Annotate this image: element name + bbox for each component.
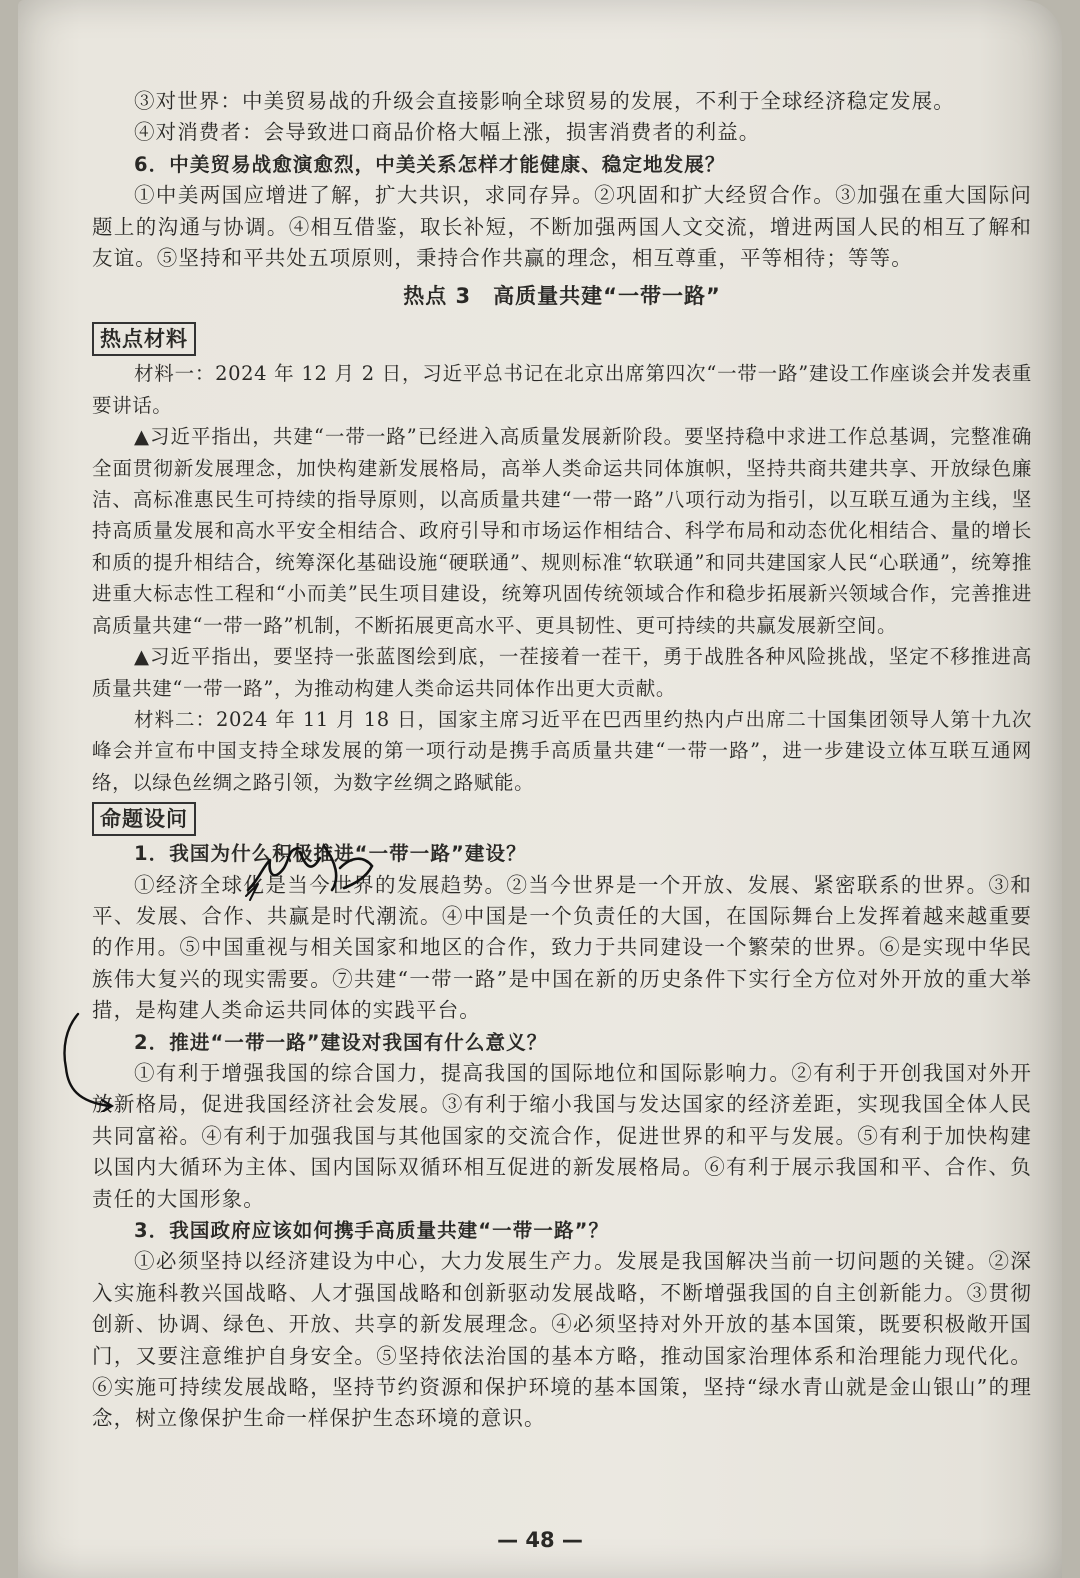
page-content	[92, 86, 1032, 1435]
top-item-3: ③对世界：中美贸易战的升级会直接影响全球贸易的发展，不利于全球经济稳定发展。	[134, 89, 955, 113]
answer-3: ①必须坚持以经济建设为中心，大力发展生产力。发展是我国解决当前一切问题的关键。②深入实施科教兴国战略、人才强国战略和创新驱动发展战略，不断增强我国的自主创新能力。③贯彻创新、协调、绿色、开放、共享的新发展理念。④必须坚持对外开放的基本国策，既要积极敞开国门，又要注意维护自身安全。⑤坚持依法治国的基本方略，推动国家治理体系和治理能力现代化。⑥实施可持续发展战略，坚持节约资源和保护环境的基本国策，坚持“绿水青山就是金山银山”的理念，树立像保护生命一样保护生态环境的意识。	[92, 1249, 1032, 1431]
handwriting-scribble	[240, 838, 390, 908]
handwriting-bracket	[58, 1008, 118, 1112]
question-6: 6．中美贸易战愈演愈烈，中美关系怎样才能健康、稳定地发展？	[134, 152, 726, 176]
hot-material-label: 热点材料	[92, 322, 196, 356]
question-3: 3．我国政府应该如何携手高质量共建“一带一路”？	[134, 1219, 610, 1242]
answer-2: ①有利于增强我国的综合国力，提高我国的国际地位和国际影响力。②有利于开创我国对外开放新格局，促进我国经济社会发展。③有利于缩小我国与发达国家的经济差距，实现我国全体人民共同富裕。④有利于加强我国与其他国家的交流合作，促进世界的和平与发展。⑤有利于加快构建以国内大循环为主体、国内国际双循环相互促进的新发展格局。⑥有利于展示我国和平、合作、负责任的大国形象。	[92, 1060, 1032, 1211]
question-1: 1．我国为什么积极推进“一带一路”建设？	[134, 842, 527, 866]
question-2: 2．推进“一带一路”建设对我国有什么意义？	[134, 1030, 548, 1054]
material-1-point-b: ▲习近平指出，要坚持一张蓝图绘到底，一茬接着一茬干，勇于战胜各种风险挑战，坚定不移推进高质量共建“一带一路”，为推动构建人类命运共同体作出更大贡献。	[92, 645, 1032, 700]
hotspot-title: 热点 3 高质量共建“一带一路”	[403, 284, 721, 309]
answer-6: ①中美两国应增进了解，扩大共识，求同存异。②巩固和扩大经贸合作。③加强在重大国际问题上的沟通与协调。④相互借鉴，取长补短，不断加强两国人文交流，增进两国人民的相互了解和友谊。⑤坚持和平共处五项原则，秉持合作共赢的理念，相互尊重，平等相待；等等。	[92, 183, 1032, 271]
page-number: — 48 —	[497, 1528, 583, 1552]
material-1-point-a: ▲习近平指出，共建“一带一路”已经进入高质量发展新阶段。要坚持稳中求进工作总基调，完整准确全面贯彻新发展理念，加快构建新发展格局，高举人类命运共同体旗帜，坚持共商共建共享、开放绿色廉洁、高标准惠民生可持续的指导原则，以高质量共建“一带一路”八项行动为指引，以互联互通为主线，坚持高质量发展和高水平安全相结合、政府引导和市场运作相结合、科学布局和动态优化相结合、量的增长和质的提升相结合，统筹深化基础设施“硬联通”、规则标准“软联通”和同共建国家人民“心联通”，统筹推进重大标志性工程和“小而美”民生项目建设，统筹巩固传统领域合作和稳步拓展新兴领域合作，完善推进高质量共建“一带一路”机制，不断拓展更高水平、更具韧性、更可持续的共赢发展新空间。	[92, 425, 1032, 637]
question-section-label: 命题设问	[92, 802, 196, 836]
answer-1: ①经济全球化是当今世界的发展趋势。②当今世界是一个开放、发展、紧密联系的世界。③和平、发展、合作、共赢是时代潮流。④中国是一个负责任的大国，在国际舞台上发挥着越来越重要的作用。⑤中国重视与相关国家和地区的合作，致力于共同建设一个繁荣的世界。⑥是实现中华民族伟大复兴的现实需要。⑦共建“一带一路”是中国在新的历史条件下实行全方位对外开放的重大举措，是构建人类命运共同体的实践平台。	[92, 872, 1032, 1023]
material-2: 材料二：2024 年 11 月 18 日，国家主席习近平在巴西里约热内卢出席二十国集团领导人第十九次峰会并宣布中国支持全球发展的第一项行动是携手高质量共建“一带一路”，进一步建设立体互联互通网络，以绿色丝绸之路引领，为数字丝绸之路赋能。	[92, 707, 1032, 794]
material-1: 材料一：2024 年 12 月 2 日，习近平总书记在北京出席第四次“一带一路”建设工作座谈会并发表重要讲话。	[92, 362, 1032, 417]
top-item-4: ④对消费者：会导致进口商品价格大幅上涨，损害消费者的利益。	[134, 120, 761, 145]
